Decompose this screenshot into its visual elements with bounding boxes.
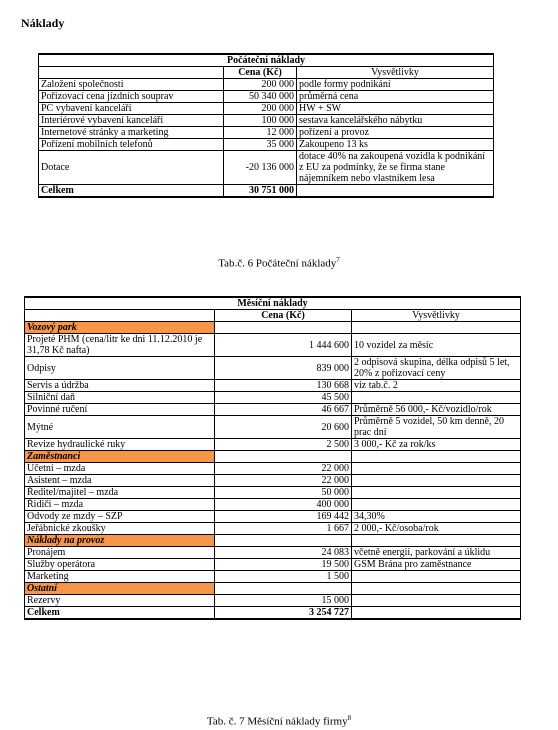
cell-cost: 50 000	[215, 487, 352, 499]
cell-item: Asistent – mzda	[25, 475, 215, 487]
cell-item: Odpisy	[25, 357, 215, 380]
cell-item: Pořízení mobilních telefonů	[39, 139, 224, 151]
cell-cost: 130 668	[215, 380, 352, 392]
cell-cost: 1 667	[215, 523, 352, 535]
cell-cost: 24 083	[215, 547, 352, 559]
cell-note: 10 vozidel za měsíc	[352, 334, 521, 357]
table2-caption	[0, 714, 558, 728]
cell-note: GSM Brána pro zaměstnance	[352, 559, 521, 571]
initial-costs-table	[38, 53, 494, 198]
cell-item: Interiérové vybavení kanceláří	[39, 115, 224, 127]
cell-cost: 45 500	[215, 392, 352, 404]
cell-note: 2 000,- Kč/osoba/rok	[352, 523, 521, 535]
cell-cost: 19 500	[215, 559, 352, 571]
table1-caption	[0, 256, 558, 270]
cell-note: viz tab.č. 2	[352, 380, 521, 392]
table-row	[25, 547, 521, 559]
table-row	[25, 392, 521, 404]
cell-note	[352, 571, 521, 583]
table-row	[25, 559, 521, 571]
table-row	[25, 380, 521, 392]
cell-cost: 400 000	[215, 499, 352, 511]
table-row	[39, 103, 494, 115]
cell-note: Průměrně 5 vozidel, 50 km denně, 20 prac dní	[352, 416, 521, 439]
section-ostatni: Ostatní	[25, 583, 215, 595]
cell-cost: 15 000	[215, 595, 352, 607]
section-empty-cell	[215, 451, 352, 463]
cell-item: Projeté PHM (cena/litr ke dni 11.12.2010 je 31,78 Kč nafta)	[25, 334, 215, 357]
cell-cost: 22 000	[215, 463, 352, 475]
cell-cost: 100 000	[224, 115, 297, 127]
total-note-empty	[297, 185, 494, 198]
header-empty	[39, 67, 224, 79]
cell-item: Silniční daň	[25, 392, 215, 404]
table-row	[25, 404, 521, 416]
cell-item: Marketing	[25, 571, 215, 583]
cell-cost: 200 000	[224, 79, 297, 91]
total-label: Celkem	[25, 607, 215, 620]
cell-note	[352, 392, 521, 404]
header-note: Vysvětlivky	[297, 67, 494, 79]
cell-cost: 169 442	[215, 511, 352, 523]
cell-item: Ředitel/majitel – mzda	[25, 487, 215, 499]
cell-item: Servis a údržba	[25, 380, 215, 392]
cell-item: Mýtné	[25, 416, 215, 439]
section-heading: Náklady	[21, 16, 65, 30]
cell-note	[352, 487, 521, 499]
cell-note	[352, 499, 521, 511]
table-row	[25, 487, 521, 499]
monthly-costs-table	[24, 296, 521, 620]
table-row	[25, 523, 521, 535]
table-title: Počáteční náklady	[39, 54, 494, 67]
table-row	[39, 139, 494, 151]
section-naklady-na-provoz: Náklady na provoz	[25, 535, 215, 547]
table-row	[25, 416, 521, 439]
table-row	[39, 115, 494, 127]
cell-item: Povinné ručení	[25, 404, 215, 416]
cell-item: Účetní – mzda	[25, 463, 215, 475]
table-row	[25, 571, 521, 583]
cell-item: Internetové stránky a marketing	[39, 127, 224, 139]
cell-cost: 1 444 600	[215, 334, 352, 357]
table-row	[25, 595, 521, 607]
table-row	[25, 511, 521, 523]
cell-cost: 839 000	[215, 357, 352, 380]
cell-item: Pořizovací cena jízdních souprav	[39, 91, 224, 103]
cell-item: Jeřábnické zkoušky	[25, 523, 215, 535]
section-empty-cell	[352, 451, 521, 463]
cell-note: 2 odpisová skupina, délka odpisů 5 let, 20% z pořizovací ceny	[352, 357, 521, 380]
cell-note: včetně energií, parkování a úklidu	[352, 547, 521, 559]
section-empty-cell	[352, 583, 521, 595]
table-row	[39, 151, 494, 185]
section-zamestnanci: Zaměstnanci	[25, 451, 215, 463]
cell-cost: 22 000	[215, 475, 352, 487]
cell-cost: 46 667	[215, 404, 352, 416]
cell-cost: -20 136 000	[224, 151, 297, 185]
table-row	[25, 475, 521, 487]
section-empty-cell	[215, 583, 352, 595]
footnote-ref: 8	[347, 714, 352, 722]
cell-item: Založení společnosti	[39, 79, 224, 91]
cell-cost: 1 500	[215, 571, 352, 583]
table-row	[39, 79, 494, 91]
table-row	[25, 439, 521, 451]
cell-cost: 35 000	[224, 139, 297, 151]
section-vozovy-park: Vozový park	[25, 322, 215, 334]
cell-item: Řidiči – mzda	[25, 499, 215, 511]
cell-note	[352, 475, 521, 487]
footnote-ref: 7	[336, 256, 340, 264]
cell-note: pořízení a provoz	[297, 127, 494, 139]
total-label: Celkem	[39, 185, 224, 198]
total-value: 30 751 000	[224, 185, 297, 198]
cell-item: Pronájem	[25, 547, 215, 559]
table-row	[25, 463, 521, 475]
cell-note: podle formy podnikání	[297, 79, 494, 91]
total-row	[39, 185, 494, 198]
cell-item: Odvody ze mzdy – SZP	[25, 511, 215, 523]
header-cost: Cena (Kč)	[215, 310, 352, 322]
table-row	[25, 334, 521, 357]
header-empty	[25, 310, 215, 322]
header-cost: Cena (Kč)	[224, 67, 297, 79]
cell-note	[352, 595, 521, 607]
cell-cost: 200 000	[224, 103, 297, 115]
total-value: 3 254 727	[215, 607, 352, 620]
cell-note: průměrná cena	[297, 91, 494, 103]
table-row	[25, 357, 521, 380]
table-row	[39, 91, 494, 103]
cell-note	[352, 463, 521, 475]
cell-item: Služby operátora	[25, 559, 215, 571]
total-note-empty	[352, 607, 521, 620]
table-row	[39, 127, 494, 139]
table-row	[25, 499, 521, 511]
cell-item: PC vybavení kanceláří	[39, 103, 224, 115]
section-empty-cell	[352, 322, 521, 334]
cell-cost: 50 340 000	[224, 91, 297, 103]
caption-text: Tab.č. 6 Počáteční náklady	[218, 257, 337, 270]
section-empty-cell	[352, 535, 521, 547]
cell-note: dotace 40% na zakoupená vozidla k podnikání z EU za podmínky, že se firma stane nájemníkem nebo vlastníkem lesa	[297, 151, 494, 185]
cell-cost: 2 500	[215, 439, 352, 451]
cell-item: Rezervy	[25, 595, 215, 607]
section-empty-cell	[215, 535, 352, 547]
section-empty-cell	[215, 322, 352, 334]
cell-note: 34,30%	[352, 511, 521, 523]
cell-cost: 20 600	[215, 416, 352, 439]
caption-text: Tab. č. 7 Měsíční náklady firmy	[206, 715, 348, 728]
cell-note: Zakoupeno 13 ks	[297, 139, 494, 151]
cell-item: Revize hydraulické ruky	[25, 439, 215, 451]
total-row	[25, 607, 521, 620]
cell-cost: 12 000	[224, 127, 297, 139]
header-note: Vysvětlivky	[352, 310, 521, 322]
cell-note: sestava kancelářského nábytku	[297, 115, 494, 127]
cell-note: HW + SW	[297, 103, 494, 115]
cell-note: 3 000,- Kč za rok/ks	[352, 439, 521, 451]
cell-note: Průměrně 56 000,- Kč/vozidlo/rok	[352, 404, 521, 416]
cell-item: Dotace	[39, 151, 224, 185]
table-title: Měsíční náklady	[25, 297, 521, 310]
